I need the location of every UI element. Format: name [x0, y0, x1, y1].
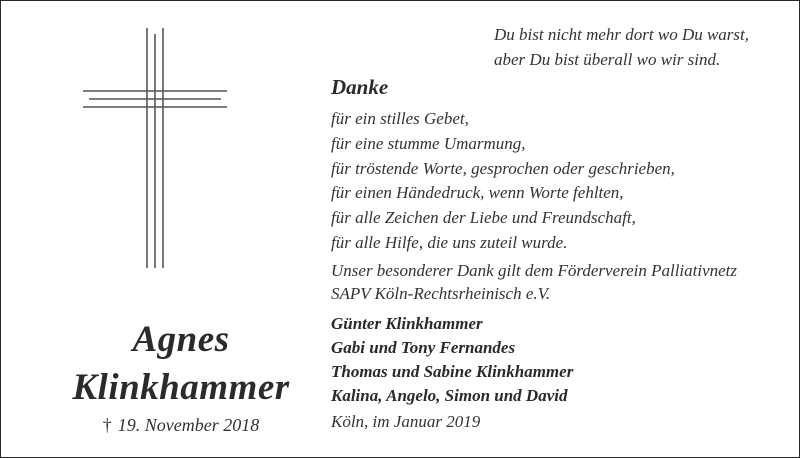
- special-thanks: [331, 259, 737, 305]
- cross-icon: [83, 28, 227, 268]
- special-thanks-line: SAPV Köln-Rechtsrheinisch e.V.: [331, 284, 551, 303]
- thanks-line: für eine stumme Umarmung,: [331, 133, 526, 153]
- signer: Thomas und Sabine Klinkhammer: [331, 362, 574, 381]
- dagger-icon: †: [102, 415, 112, 435]
- signer: Günter Klinkhammer: [331, 314, 483, 333]
- thanks-line: für alle Hilfe, die uns zuteil wurde.: [331, 232, 568, 252]
- deceased-last-name: Klinkhammer: [72, 367, 290, 408]
- special-thanks-line: Unser besonderer Dank gilt dem Förderverein Palliativnetz: [331, 261, 738, 280]
- quote: [494, 22, 749, 72]
- quote-line: Du bist nicht mehr dort wo Du warst,: [494, 25, 750, 44]
- death-date: 19. November 2018: [117, 415, 260, 435]
- thanks-list: [331, 107, 675, 256]
- thanks-line: für alle Zeichen der Liebe und Freundschaft,: [331, 208, 636, 228]
- thanks-title: Danke: [331, 75, 389, 99]
- signers-list: [331, 312, 573, 408]
- deceased-first-name: Agnes: [132, 319, 230, 360]
- thanks-line: für ein stilles Gebet,: [331, 109, 469, 128]
- thanks-line: für einen Händedruck, wenn Worte fehlten,: [331, 183, 624, 203]
- thanks-line: für tröstende Worte, gesprochen oder geschrieben,: [331, 158, 675, 178]
- quote-line: aber Du bist überall wo wir sind.: [494, 50, 721, 69]
- place-date: Köln, im Januar 2019: [331, 412, 481, 431]
- signer: Kalina, Angelo, Simon und David: [331, 386, 568, 405]
- death-date-line: [31, 415, 331, 436]
- signer: Gabi und Tony Fernandes: [331, 338, 516, 357]
